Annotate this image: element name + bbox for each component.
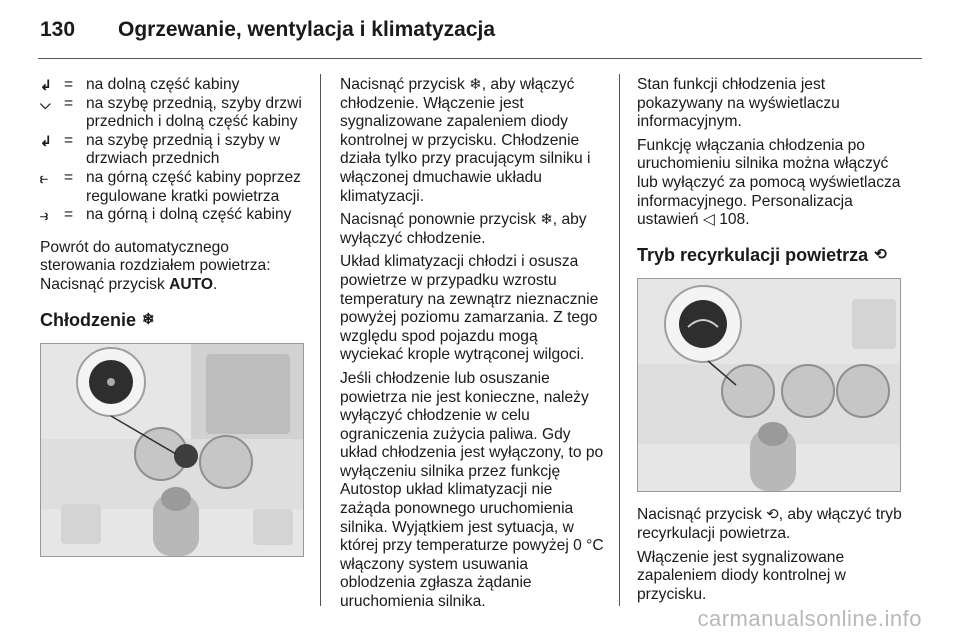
equals-sign: = <box>64 168 74 186</box>
page-number: 130 <box>40 18 76 41</box>
header-rule <box>38 58 922 59</box>
auto-return-paragraph: Powrót do automatycznego sterowania rozdziałem powietrza: Nacisnąć przycisk AUTO. <box>40 238 271 293</box>
snowflake-icon: ❄ <box>540 211 553 229</box>
air-distribution-list <box>40 76 305 225</box>
air-distribution-item <box>40 169 305 206</box>
cooling-off-paragraph: Nacisnąć ponownie przycisk ❄, aby wyłączyć chłodzenie. <box>340 211 587 247</box>
recirculation-icon: ⟲ <box>766 506 779 524</box>
recirculation-icon: ⟲ <box>874 245 887 263</box>
column-3 <box>637 76 905 609</box>
equals-sign: = <box>64 94 74 112</box>
air-distribution-text: na szybę przednią, szyby drzwi przednich i dolną część kabiny <box>86 94 302 131</box>
equals-sign: = <box>64 131 74 149</box>
air-distribution-text: na szybę przednią i szyby w drzwiach przednich <box>86 131 281 168</box>
cooling-button-photo <box>40 343 304 557</box>
page-header <box>40 18 495 54</box>
column-divider-1 <box>320 74 321 606</box>
column-divider-2 <box>619 74 620 606</box>
snowflake-icon: ❄ <box>142 310 155 328</box>
air-distribution-item <box>40 132 305 169</box>
air-distribution-item <box>40 76 305 95</box>
column-2 <box>340 76 605 617</box>
air-distribution-text: na dolną część kabiny <box>86 76 240 93</box>
windscreen-air-icon: ⌵ <box>40 95 51 112</box>
cooling-status-paragraph: Stan funkcji chłodzenia jest pokazywany na wyświetlaczu informacyjnym. <box>637 76 840 131</box>
leg-air-icon: ↲ <box>40 77 52 93</box>
equals-sign: = <box>64 206 74 224</box>
recirculation-led-paragraph: Włączenie jest sygnalizowane zapaleniem diody kontrolnej w przycisku. <box>637 548 846 603</box>
air-distribution-item <box>40 206 305 225</box>
air-distribution-item <box>40 95 305 132</box>
fuel-saving-paragraph: Jeśli chłodzenie lub osuszanie powietrza nie jest konieczne, należy wyłączyć chłodzenie w celu ograniczenia zużycia paliwa. Gdy układ chłodzenia jest wyłączony, to po wyłączeniu silnika przez funkcję Autostop układ klimatyzacji nie zażąda ponownego uruchomienia silnika. Wyjątkiem jest sytuacja, w której przy temperaturze powyżej 0 °C włączony system usuwania oblodzenia zgłasza żądanie uruchomienia silnika. <box>340 369 604 611</box>
windscreen-leg-air-icon: ↲ <box>40 132 52 149</box>
page-reference: ◁ 108. <box>702 211 750 229</box>
column-1 <box>40 76 305 557</box>
upper-body-air-icon: ⥼ <box>40 169 48 186</box>
recirculation-on-paragraph: Nacisnąć przycisk ⟲, aby włączyć tryb recyrkulacji powietrza. <box>637 506 902 542</box>
condensation-paragraph: Układ klimatyzacji chłodzi i osusza powietrze w przypadku wzrostu temperatury na zewnątrz nieznacznie powyżej poziomu zamarzania. Z tego względu spod pojazdu mogą wyciekać krople wytrąconej wilgoci. <box>340 253 599 364</box>
cooling-heading: Chłodzenie ❄ <box>40 309 155 330</box>
air-distribution-text: na górną część kabiny poprzez regulowane kratki powietrza <box>86 168 301 205</box>
auto-label: AUTO <box>169 275 214 293</box>
cooling-on-paragraph: Nacisnąć przycisk ❄, aby włączyć chłodzenie. Włączenie jest sygnalizowane zapaleniem diody kontrolnej w przycisku. Chłodzenie działa tylko przy pracującym silniku i włączonej dmuchawie układu klimatyzacji. <box>340 76 591 205</box>
air-distribution-text: na górną i dolną część kabiny <box>86 206 292 224</box>
page-title: Ogrzewanie, wentylacja i klimatyzacja <box>118 18 496 41</box>
recirculation-button-photo <box>637 278 901 492</box>
upper-lower-air-icon: ⥽ <box>40 207 48 224</box>
personalization-paragraph: Funkcję włączania chłodzenia po uruchomieniu silnika można włączyć lub wyłączyć za pomocą wyświetlacza informacyjnego. Personalizacja ustawień ◁ 108. <box>637 136 901 229</box>
recirculation-heading: Tryb recyrkulacji powietrza ⟲ <box>637 244 887 265</box>
snowflake-icon: ❄ <box>469 76 482 93</box>
watermark: carmanualsonline.info <box>697 606 922 631</box>
equals-sign: = <box>64 76 74 93</box>
